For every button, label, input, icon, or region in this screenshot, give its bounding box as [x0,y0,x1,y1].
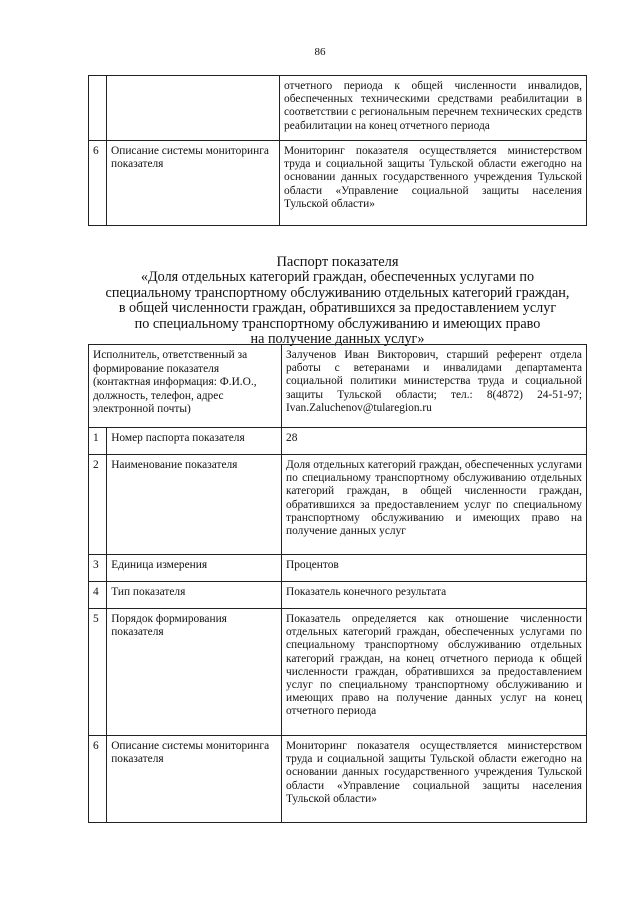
passport-title-line: по специальному транспортному обслуживанию и имеющих право [134,315,541,332]
row-label: Порядок формирования показателя [107,609,282,736]
row-label: Описание системы мониторинга показателя [107,736,282,823]
row-number [89,76,107,141]
row-value: Процентов [282,555,587,582]
passport-heading: Паспорт показателя [276,254,399,270]
table-row [89,555,587,582]
table-row [89,141,587,226]
row-label [107,76,280,141]
row-value: Доля отдельных категорий граждан, обеспеченных услугами по специальному транспортному обслуживанию отдельных категорий граждан, в общей численности граждан, обратившихся за предоставлением услуг по специальному транспортному обслуживанию и имеющих право на получение данных услуг [282,455,587,555]
continued-table [88,75,587,226]
passport-title-line: «Доля отдельных категорий граждан, обеспеченных услугами по [140,269,535,286]
page-number: 86 [314,46,326,58]
table-row [89,736,587,823]
passport-title-block [88,255,587,347]
table-row [89,428,587,455]
executor-value: Залученов Иван Викторович, старший референт отдела работы с ветеранами и инвалидами департамента социальной политики министерства труда и социальной защиты Тульской области; тел.: 8(4872) 24-51-97; Ivan.Zaluchenov@tularegion.ru [282,345,587,428]
passport-table [88,344,587,823]
row-value: Мониторинг показателя осуществляется министерством труда и социальной защиты Тульской области ежегодно на основании данных государственного учреждения Тульской области «Управление социальной защиты населения Тульской области» [280,141,587,226]
row-number: 3 [89,555,107,582]
passport-title-line: специальному транспортному обслуживанию отдельных категорий граждан, [105,284,570,301]
table-row [89,455,587,555]
table-row [89,76,587,141]
row-label: Наименование показателя [107,455,282,555]
row-number: 5 [89,609,107,736]
executor-label [89,345,282,428]
table-row [89,609,587,736]
row-label: Номер паспорта показателя [107,428,282,455]
row-number: 2 [89,455,107,555]
row-value: Мониторинг показателя осуществляется министерством труда и социальной защиты Тульской области ежегодно на основании данных государственного учреждения Тульской области «Управление социальной защиты населения Тульской области» [282,736,587,823]
passport-title-line: на получение данных услуг» [250,331,425,348]
row-number: 1 [89,428,107,455]
row-value: Показатель конечного результата [282,582,587,609]
row-value: отчетного периода к общей численности инвалидов, обеспеченных техническими средствами реабилитации в соответствии с региональным перечнем технических средств реабилитации на конец отчетного периода [280,76,587,141]
executor-row [89,345,587,428]
row-label: Описание системы мониторинга показателя [107,141,280,226]
row-label: Тип показателя [107,582,282,609]
row-value: 28 [282,428,587,455]
executor-label-text: Исполнитель, ответственный за формирование показателя (контактная информация: Ф.И.О., должность, телефон, адрес электронной почты) [93,349,257,416]
row-value: Показатель определяется как отношение численности отдельных категорий граждан, обеспеченных услугами по специальному транспортному обслуживанию отдельных категорий граждан, на конец отчетного периода к общей численности граждан, обратившихся за предоставлением услуг по специальному транспортному обслуживанию и имеющих право на получение данных услуг на конец отчетного периода [282,609,587,736]
row-label: Единица измерения [107,555,282,582]
row-number: 6 [89,141,107,226]
passport-title-line: в общей численности граждан, обратившихся за предоставлением услуг [118,300,557,317]
table-row [89,582,587,609]
row-number: 6 [89,736,107,823]
row-number: 4 [89,582,107,609]
